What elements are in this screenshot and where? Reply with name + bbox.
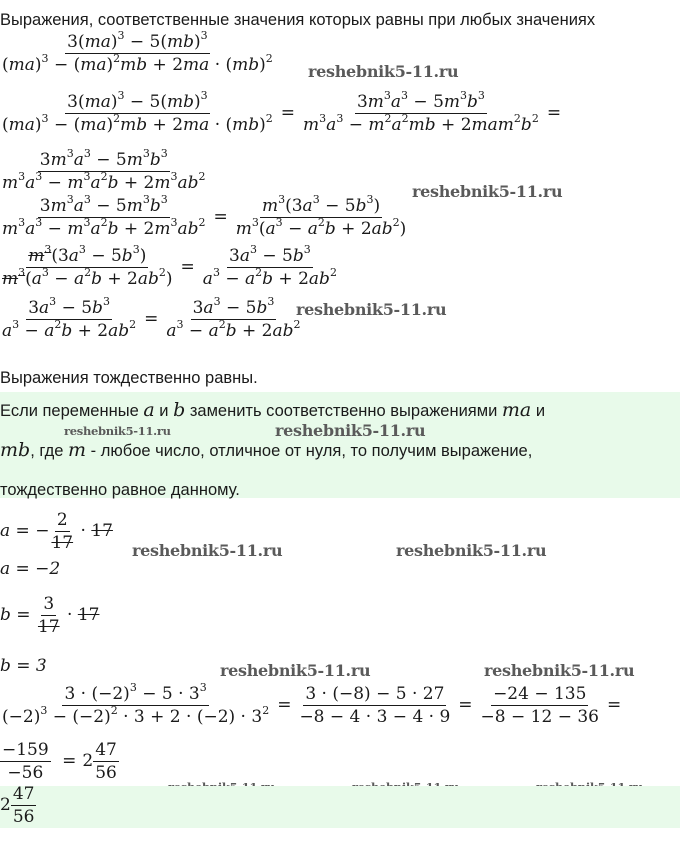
answer: 2 $\frac{47}{56}$ [0, 784, 35, 827]
watermark: reshebnik5-11.ru [484, 661, 635, 680]
formula-step-1: $\frac{3(ma)^3 - 5(mb)^3}{(ma)^3 - (ma)^2mb + 2ma \cdot (mb)^2}$ = $\frac{3m^3a^3 - 5m^3b^3}{m^3a^3 - m^2a^2mb + 2mam^2b^2}$ = [2, 89, 562, 135]
final-result: $\frac{-159}{-56}$ = 2 $\frac{47}{56}$ [2, 740, 117, 783]
watermark: reshebnik5-11.ru [308, 62, 459, 81]
formula-step-4: $\frac{m^3(3a^3 - 5b^3)}{m^3(a^3 - a^2b + 2ab^2)}$ = $\frac{3a^3 - 5b^3}{a^3 - a^2b + 2ab^2}$ [2, 243, 337, 289]
formula-step-3: $\frac{3m^3a^3 - 5m^3b^3}{m^3a^3 - m^3a^2b + 2m^3ab^2}$ = $\frac{m^3(3a^3 - 5b^3)}{m^3(a^3 - a^2b + 2ab^2)}$ [2, 193, 407, 239]
note-line-3: тождественно равное данному. [0, 481, 240, 499]
watermark: reshebnik5-11.ru [220, 661, 371, 680]
answer-band [0, 786, 680, 828]
intro-text: Выражения, соответственные значения которых равны при любых значениях [0, 11, 596, 29]
formula-step-5: $\frac{3a^3 - 5b^3}{a^3 - a^2b + 2ab^2}$ = $\frac{3a^3 - 5b^3}{a^3 - a^2b + 2ab^2}$ [2, 295, 301, 341]
watermark: reshebnik5-11.ru [396, 541, 547, 560]
note-line-2: mb, где m - любое число, отличное от нуля, то получим выражение, [0, 439, 533, 461]
note-line-1: Если переменные a и b заменить соответственно выражениями ma и [0, 399, 546, 421]
numeric-evaluation: $\frac{3 \cdot (-2)^3 - 5 \cdot 3^3}{(-2)^3 - (-2)^2 \cdot 3 + 2 \cdot (-2) \cdot 3^2}$ = $\frac{3 \cdot (-8) - 5 \cdot 27}{-8 - 4 \cdot 3 - 4 \cdot 9}$ = $\frac{-24 - 135}{-8 - 12 - 36}$ = [2, 681, 622, 727]
a-substitution: a = − $\frac{2}{17}$ · 17 [0, 510, 113, 553]
watermark: reshebnik5-11.ru [412, 182, 563, 201]
formula-original: $\frac{3(ma)^3 - 5(mb)^3}{(ma)^3 - (ma)^2mb + 2ma \cdot (mb)^2}$ [2, 29, 273, 75]
a-result: a = −2 [0, 559, 61, 579]
b-result: b = 3 [0, 656, 47, 676]
watermark: reshebnik5-11.ru [275, 421, 426, 440]
b-substitution: b = $\frac{3}{17}$ · 17 [0, 594, 100, 637]
watermark: reshebnik5-11.ru [296, 300, 447, 319]
conclusion-text: Выражения тождественно равны. [0, 369, 258, 387]
watermark-small: reshebnik5-11.ru [64, 424, 171, 438]
watermark: reshebnik5-11.ru [132, 541, 283, 560]
formula-step-2: $\frac{3m^3a^3 - 5m^3b^3}{m^3a^3 - m^3a^2b + 2m^3ab^2}$ [2, 147, 206, 193]
